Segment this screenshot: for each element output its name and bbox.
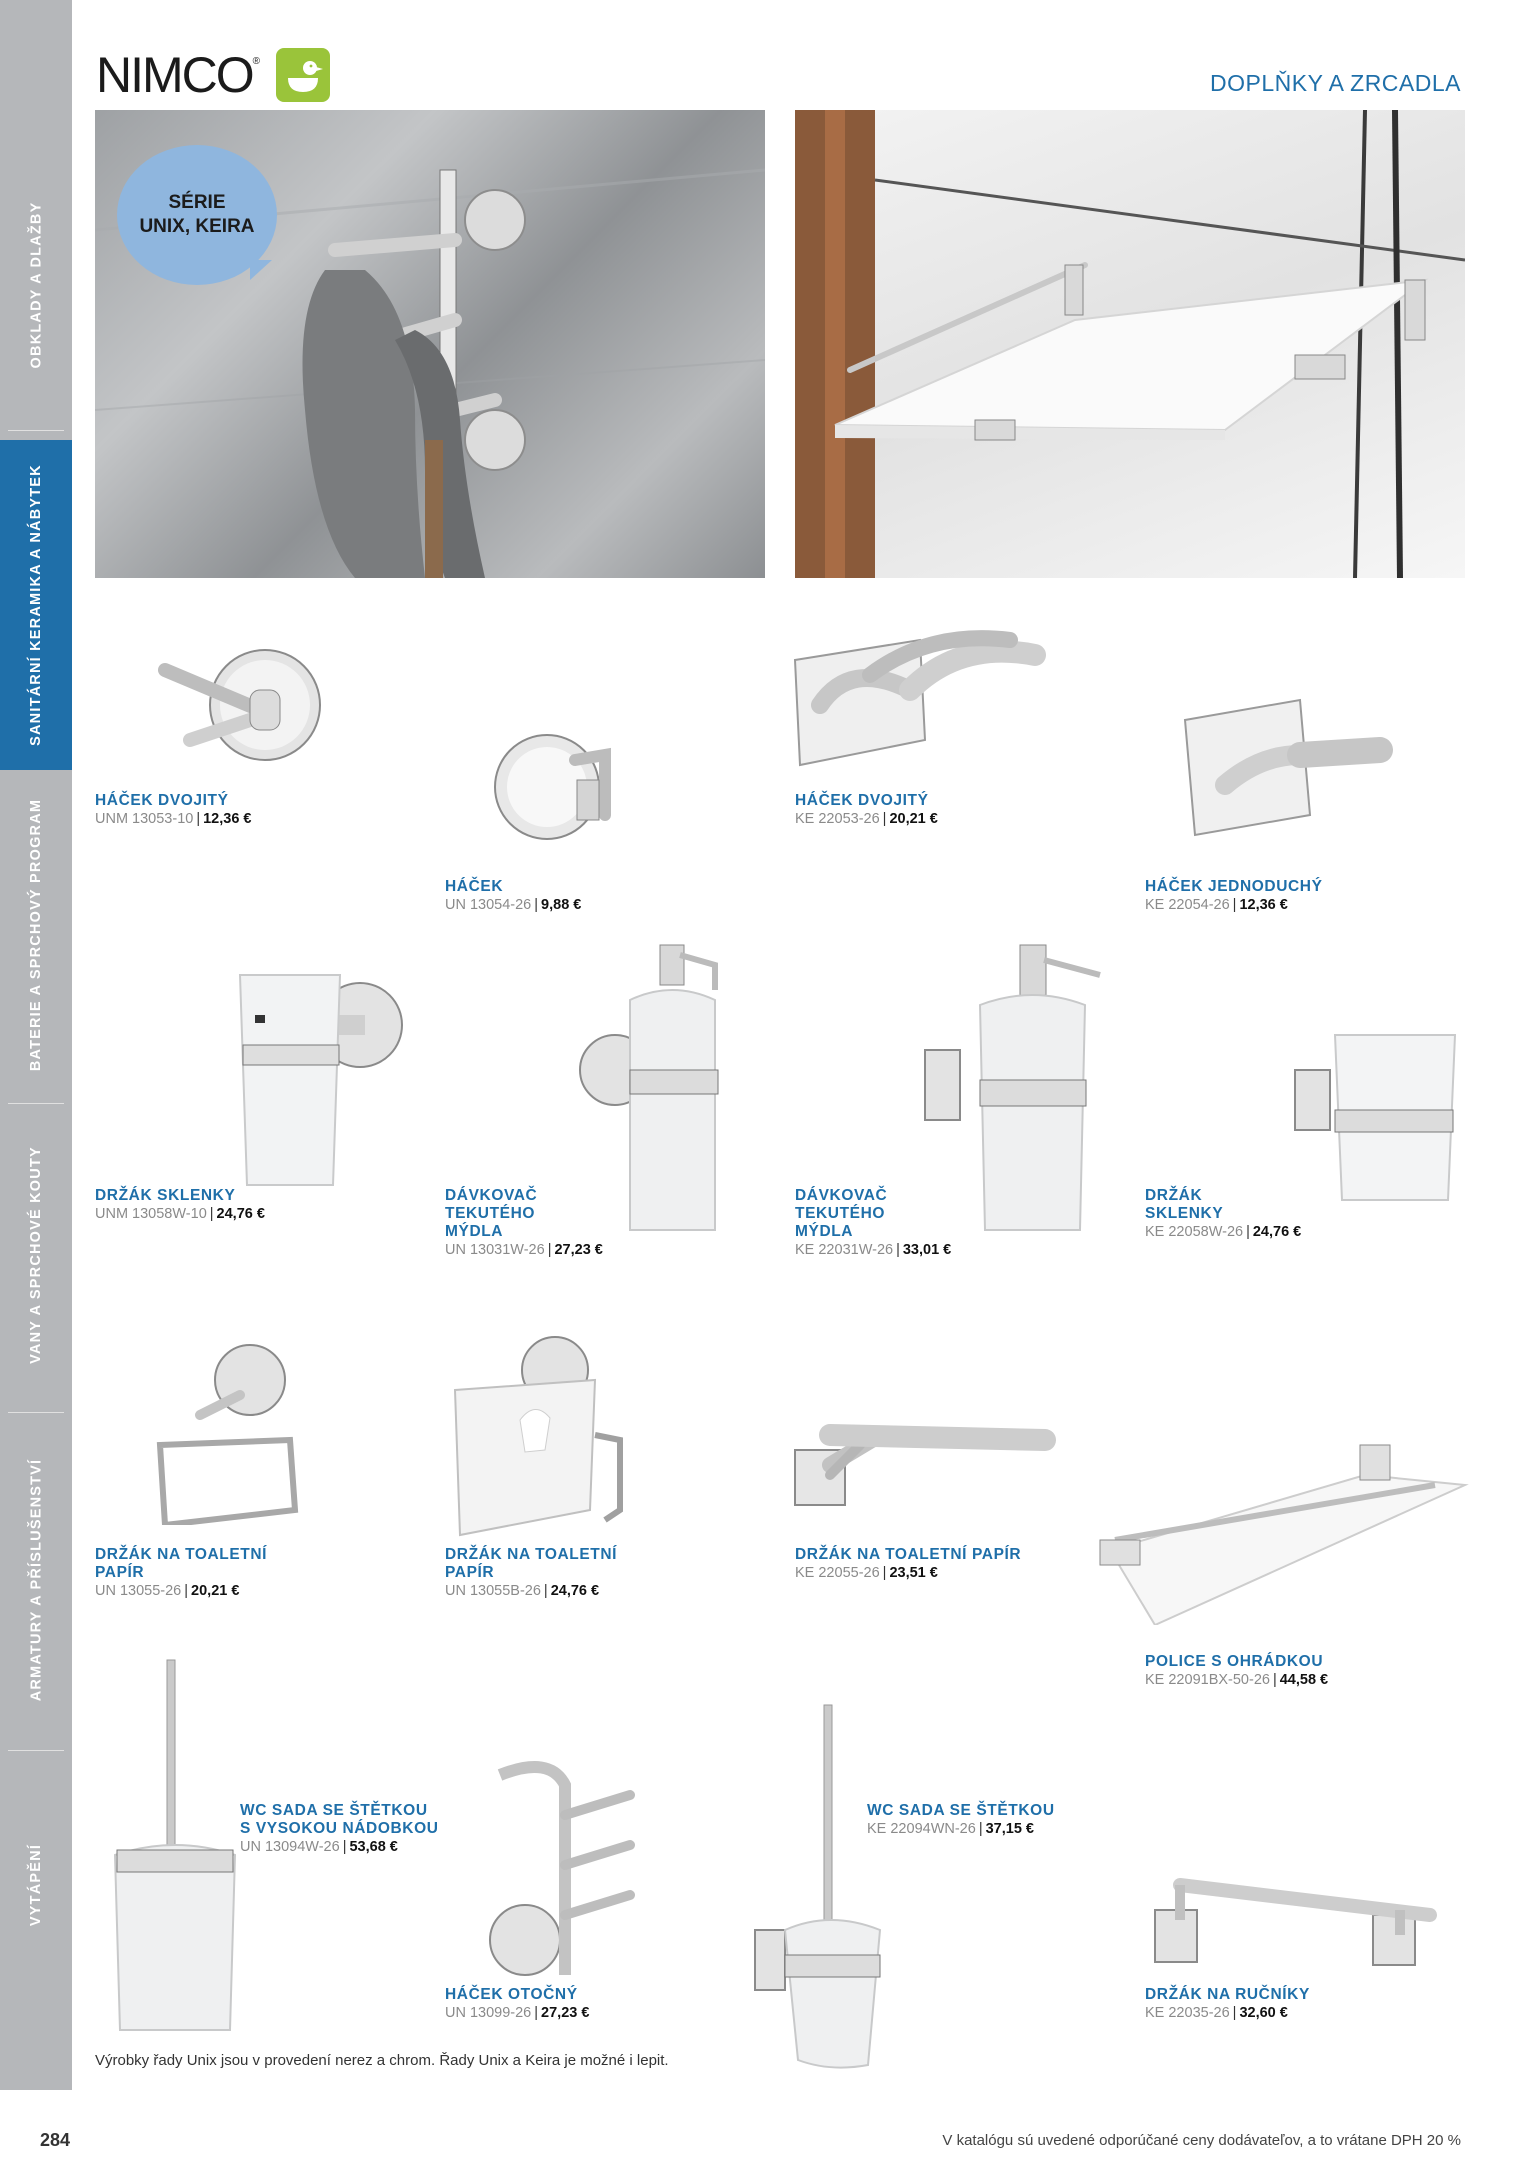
toilet-paper-holder-round-image [140,1335,310,1525]
double-hook-square-image [790,620,1060,770]
product-code: KE 22055-26 [795,1565,880,1581]
product-price: 20,21 € [889,811,938,827]
product-price: 24,76 € [1252,1224,1302,1240]
product-price: 24,76 € [550,1583,600,1599]
product-price: 27,23 € [554,1242,603,1258]
product-name: DRŽÁK SKLENKY [1145,1187,1224,1222]
product-card: DRŽÁK NA RUČNÍKY KE 22035-26 | 32,60 € [1145,1986,1310,2021]
product-name: DRŽÁK SKLENKY [95,1187,236,1204]
product-code: KE 22054-26 [1145,897,1230,913]
product-name: POLICE S OHRÁDKOU [1145,1653,1324,1670]
soap-dispenser-round-image [575,940,735,1240]
product-code: KE 22058W-26 [1145,1224,1244,1240]
product-card: DRŽÁK NA TOALETNÍ PAPÍR KE 22055-26 | 23,51 € [795,1546,1022,1581]
registered-mark: ® [252,55,261,67]
series-badge-tail [250,260,272,280]
product-name: HÁČEK DVOJITÝ [795,792,929,809]
page-number: 284 [40,2130,71,2150]
sidebar-item-label: VYTÁPĚNÍ [28,1843,44,1927]
sidebar-item-label: VANY A SPRCHOVÉ KOUTY [28,1146,45,1364]
hero-photo-shelf [795,110,1465,578]
product-code: UN 13055-26 [95,1583,182,1599]
series-badge-line2: UNIX, KEIRA [139,216,255,237]
product-card: DÁVKOVAČ TEKUTÉHO MÝDLA UN 13031W-26 | 27,23 € [445,1187,603,1258]
product-price: 12,36 € [203,811,252,827]
product-card: DRŽÁK SKLENKY KE 22058W-26 | 24,76 € [1145,1187,1302,1240]
product-price: 44,58 € [1279,1672,1329,1688]
series-badge-line1: SÉRIE [168,192,226,213]
sidebar-divider [8,1750,64,1751]
glass-holder-square-image [1290,1030,1460,1210]
product-name: DRŽÁK NA TOALETNÍ PAPÍR [445,1546,618,1581]
single-hook-square-image [1180,695,1410,845]
product-price: 9,88 € [541,897,582,913]
product-card: HÁČEK DVOJITÝ KE 22053-26 | 20,21 € [795,792,938,827]
sidebar-item-label: ARMATURY A PŘÍSLUŠENSTVÍ [28,1458,44,1702]
section-title: DOPLŇKY A ZRCADLA [1210,70,1461,96]
product-name: DRŽÁK NA TOALETNÍ PAPÍR [95,1546,268,1581]
product-price: 23,51 € [889,1565,938,1581]
product-code: KE 22091BX-50-26 [1145,1672,1270,1688]
towel-rail-image [1145,1860,1445,1970]
glass-holder-round-image [225,965,405,1195]
sidebar-item-tiles[interactable] [0,150,72,420]
product-code: UNM 13053-10 [95,811,194,827]
product-name: WC SADA SE ŠTĚTKOU [867,1802,1055,1819]
product-card: DÁVKOVAČ TEKUTÉHO MÝDLA KE 22031W-26 | 33,01 € [795,1187,952,1258]
product-price: 32,60 € [1239,2005,1288,2021]
product-code: UN 13031W-26 [445,1242,545,1258]
product-code: UNM 13058W-10 [95,1206,207,1222]
category-sidebar [0,0,72,2090]
product-name: DÁVKOVAČ TEKUTÉHO MÝDLA [445,1187,538,1240]
product-code: KE 22035-26 [1145,2005,1230,2021]
product-card: WC SADA SE ŠTĚTKOU S VYSOKOU NÁDOBKOU UN 13094W-26 | 53,68 € [240,1802,439,1855]
double-hook-round-image [150,630,350,790]
product-code: UN 13055B-26 [445,1583,541,1599]
product-name: DÁVKOVAČ TEKUTÉHO MÝDLA [795,1187,888,1240]
product-price: 24,76 € [216,1206,265,1222]
sidebar-item-sanitary-ceramics[interactable] [0,440,72,770]
product-card: POLICE S OHRÁDKOU KE 22091BX-50-26 | 44,58 € [1145,1653,1329,1688]
product-card: HÁČEK OTOČNÝ UN 13099-26 | 27,23 € [445,1986,590,2021]
product-card: HÁČEK DVOJITÝ UNM 13053-10 | 12,36 € [95,792,252,827]
product-card: HÁČEK UN 13054-26 | 9,88 € [445,878,582,913]
product-name: DRŽÁK NA TOALETNÍ PAPÍR [795,1546,1022,1563]
product-name: HÁČEK JEDNODUCHÝ [1145,878,1323,895]
duck-logo-icon [276,48,330,102]
wc-brush-tall-image [105,1655,245,2035]
sidebar-item-faucets[interactable] [0,775,72,1095]
product-price: 27,23 € [541,2005,590,2021]
soap-dispenser-square-image [920,940,1110,1240]
toilet-paper-holder-square-image [790,1405,1060,1515]
sidebar-item-label: OBKLADY A DLAŽBY [28,201,45,369]
nimco-logo [96,46,330,104]
product-name: HÁČEK OTOČNÝ [445,1986,578,2003]
product-price: 12,36 € [1239,897,1288,913]
product-price: 20,21 € [191,1583,240,1599]
sidebar-item-fittings[interactable] [0,1420,72,1740]
product-price: 33,01 € [902,1242,952,1258]
sidebar-item-label: BATERIE A SPRCHOVÝ PROGRAM [28,798,45,1072]
brand-name: NIMCO [96,47,253,103]
toilet-paper-holder-cover-image [445,1330,635,1540]
price-disclaimer: V katalógu sú uvedené odporúčané ceny dodávateľov, a to vrátane DPH 20 % [942,2132,1461,2149]
product-code: KE 22094WN-26 [867,1821,976,1837]
product-code: UN 13094W-26 [240,1839,340,1855]
product-card: DRŽÁK SKLENKY UNM 13058W-10 | 24,76 € [95,1187,265,1222]
product-price: 53,68 € [349,1839,398,1855]
single-hook-round-image [485,725,635,850]
product-name: HÁČEK DVOJITÝ [95,792,229,809]
product-card: DRŽÁK NA TOALETNÍ PAPÍR UN 13055-26 | 20,21 € [95,1546,295,1600]
product-code: UN 13054-26 [445,897,532,913]
product-code: UN 13099-26 [445,2005,532,2021]
product-name: WC SADA SE ŠTĚTKOU S VYSOKOU NÁDOBKOU [240,1802,439,1837]
product-name: DRŽÁK NA RUČNÍKY [1145,1986,1310,2003]
sidebar-item-heating[interactable] [0,1800,72,1970]
product-price: 37,15 € [985,1821,1034,1837]
sidebar-item-bathtubs[interactable] [0,1110,72,1400]
product-card: HÁČEK JEDNODUCHÝ KE 22054-26 | 12,36 € [1145,878,1323,913]
product-card: DRŽÁK NA TOALETNÍ PAPÍR UN 13055B-26 | 24,76 € [445,1546,645,1600]
sidebar-divider [8,430,64,431]
sidebar-item-label: SANITÁRNÍ KERAMIKA A NÁBYTEK [28,464,44,746]
product-name: HÁČEK [445,878,504,895]
product-code: KE 22031W-26 [795,1242,894,1258]
swivel-hook-image [470,1745,640,1995]
sidebar-divider [8,1103,64,1104]
sidebar-divider [8,1412,64,1413]
wc-brush-square-image [750,1700,890,2070]
series-note: Výrobky řady Unix jsou v provedení nerez a chrom. Řady Unix a Keira je možné i lepit. [95,2052,669,2069]
product-card: WC SADA SE ŠTĚTKOU KE 22094WN-26 | 37,15 € [867,1802,1055,1837]
shelf-with-rail-image [1095,1440,1470,1625]
product-code: KE 22053-26 [795,811,880,827]
